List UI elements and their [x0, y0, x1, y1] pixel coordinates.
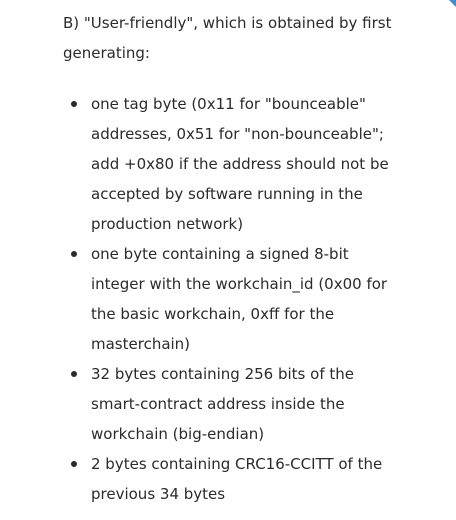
- bullet-list: [0, 89, 456, 509]
- list-item-line: addresses, 0x51 for "non-bounceable";: [91, 125, 384, 143]
- list-item-line: integer with the workchain_id (0x00 for: [91, 275, 388, 293]
- bullet-dot-icon: [71, 371, 77, 377]
- list-item: [0, 89, 456, 239]
- list-item-line: accepted by software running in the: [91, 185, 363, 203]
- list-item-line: one tag byte (0x11 for "bounceable": [91, 95, 366, 113]
- bullet-dot-icon: [71, 251, 77, 257]
- list-item-text: [91, 449, 456, 509]
- list-item-line: the basic workchain, 0xff for the: [91, 305, 335, 323]
- list-item: [0, 239, 456, 359]
- list-item-text: [91, 239, 456, 359]
- list-item-line: workchain (big-endian): [91, 425, 265, 443]
- list-item-line: add +0x80 if the address should not be: [91, 155, 389, 173]
- list-item-line: masterchain): [91, 335, 191, 353]
- intro-line: B) "User-friendly", which is obtained by first: [63, 14, 392, 32]
- list-item: [0, 449, 456, 509]
- bullet-dot-icon: [71, 101, 77, 107]
- list-item-line: 32 bytes containing 256 bits of the: [91, 365, 354, 383]
- corner-accent-mark: [449, 0, 456, 7]
- list-item-text: [91, 359, 456, 449]
- intro-paragraph: [63, 8, 443, 68]
- list-item-line: production network): [91, 215, 244, 233]
- list-item-line: one byte containing a signed 8-bit: [91, 245, 349, 263]
- bullet-dot-icon: [71, 461, 77, 467]
- list-item: [0, 359, 456, 449]
- list-item-line: smart-contract address inside the: [91, 395, 345, 413]
- list-item-line: previous 34 bytes: [91, 485, 226, 503]
- list-item-line: 2 bytes containing CRC16-CCITT of the: [91, 455, 383, 473]
- intro-line: generating:: [63, 44, 150, 62]
- list-item-text: [91, 89, 456, 239]
